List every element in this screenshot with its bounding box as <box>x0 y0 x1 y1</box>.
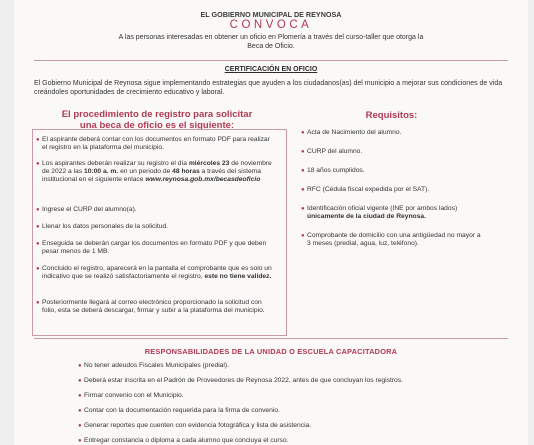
list-item: ● Los aspirantes deberán realizar su registro el día miércoles 23 de noviembre de 2022 a las 10:00 a. m. en un periodo de 48 horas a través del sistema institucional en el siguiente enlace www.reynosa.gob.mx/becasdeoficio <box>36 160 272 184</box>
circle-bullet-icon: ● <box>78 408 82 414</box>
intro-text: A las personas interesadas en obtener un oficio en Plomería a través del curso-taller que otorga la Beca de Oficio. <box>118 34 424 50</box>
responsibilities-heading: RESPONSABILIDADES DE LA UNIDAD O ESCUELA CAPACITADORA <box>144 347 398 356</box>
circle-bullet-icon: ● <box>78 393 82 399</box>
list-item: ● CURP del alumno. <box>301 148 363 155</box>
requirements-heading: Requisitos: <box>365 110 418 121</box>
header-divider <box>34 60 508 61</box>
convoca-title: CONVOCA <box>229 19 313 31</box>
circle-bullet-icon: ● <box>78 423 82 429</box>
circle-bullet-icon: ● <box>301 187 305 193</box>
circle-bullet-icon: ● <box>36 207 40 213</box>
list-item: ● Ingrese el CURP del alumno(a). <box>36 206 137 213</box>
list-item: ● Acta de Nacimiento del alumno. <box>301 129 402 136</box>
issuer-heading: EL GOBIERNO MUNICIPAL DE REYNOSA <box>200 10 342 19</box>
list-item: ● Contar con la documentación requerida para la firma de convenio. <box>78 407 280 414</box>
circle-bullet-icon: ● <box>36 161 40 167</box>
list-item: ● 18 años cumplidos. <box>301 167 365 174</box>
circle-bullet-icon: ● <box>301 168 305 174</box>
section-divider <box>34 338 508 339</box>
circle-bullet-icon: ● <box>301 130 305 136</box>
list-item: ● Generar reportes que cuenten con evidencia fotográfica y lista de asistencia. <box>78 422 312 429</box>
list-item: ● Posteriormente llegará al correo electrónico proporcionado la solicitud con folio, esta se deberá descargar, firmar y subir a la plataforma del municipio. <box>36 299 265 315</box>
list-item: ● Deberá estar inscrita en el Padrón de Proveedores de Reynosa 2022, antes de que concluyan los registros. <box>78 377 403 384</box>
list-item: ● RFC (Cédula fiscal expedida por el SAT). <box>301 186 430 193</box>
list-item: ● Firmar convenio con el Municipio. <box>78 392 184 399</box>
circle-bullet-icon: ● <box>78 363 82 369</box>
list-item: ● Concluido el registro, aparecerá en la pantalla el comprobante que es solo un indicativo que se realizó satisfactoriamente el registro, este no tiene validez. <box>36 265 272 281</box>
document-page <box>14 0 528 445</box>
circle-bullet-icon: ● <box>78 378 82 384</box>
circle-bullet-icon: ● <box>301 149 305 155</box>
list-item: ● Identificación oficial vigente (INE por ambos lados) únicamente de la ciudad de Reynosa. <box>301 205 458 221</box>
circle-bullet-icon: ● <box>36 224 40 230</box>
list-item: ● El aspirante deberá contar con los documentos en formato PDF para realizar el registro en la plataforma del municipio. <box>36 136 270 152</box>
circle-bullet-icon: ● <box>36 137 40 143</box>
procedure-heading: El procedimiento de registro para solicitar una beca de oficio es el siguiente: <box>61 109 253 131</box>
certification-heading: CERTIFICACIÓN EN OFICIO <box>224 66 318 73</box>
certification-text: El Gobierno Municipal de Reynosa sigue implementando estrategias que ayuden a los ciudadanos(as) del municipio a mejorar sus condiciones de vida creándoles oportunidades de crecimiento educativo y laboral. <box>34 80 503 96</box>
list-item: ● Llenar los datos personales de la solicitud. <box>36 223 169 230</box>
list-item: ● No tener adeudos Fiscales Municipales (predial). <box>78 362 229 369</box>
circle-bullet-icon: ● <box>301 206 305 212</box>
circle-bullet-icon: ● <box>36 266 40 272</box>
circle-bullet-icon: ● <box>36 241 40 247</box>
circle-bullet-icon: ● <box>36 300 40 306</box>
list-item: ● Entregar constancia o diploma a cada alumno que concluya el curso. <box>78 437 289 444</box>
list-item: ● Comprobante de domicilio con una antigüedad no mayor a 3 meses (predial, agua, luz, teléfono). <box>301 232 481 248</box>
registration-link[interactable]: www.reynosa.gob.mx/becasdeoficio <box>145 176 261 184</box>
circle-bullet-icon: ● <box>78 438 82 444</box>
list-item: ● Enseguida se deberán cargar los documentos en formato PDF y que deben pesar menos de 1 MB. <box>36 240 267 256</box>
circle-bullet-icon: ● <box>301 233 305 239</box>
